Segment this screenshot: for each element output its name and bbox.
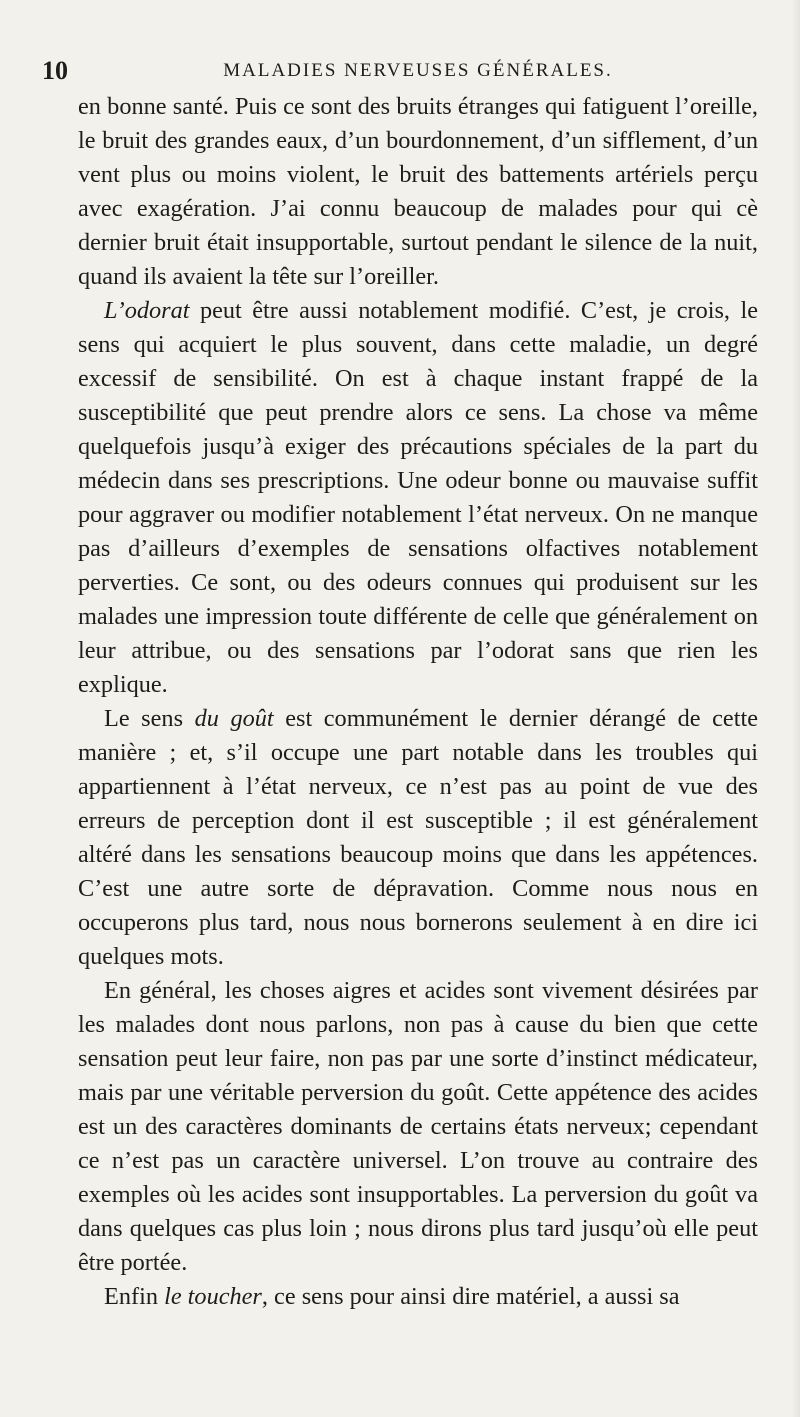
- text-run: Le sens: [104, 705, 195, 732]
- text-run: Enfin: [104, 1283, 165, 1310]
- italic-term: du goût: [194, 705, 274, 732]
- italic-term: le toucher: [164, 1283, 262, 1310]
- paragraph: [78, 90, 758, 294]
- text-run: est communément le dernier dérangé de cette manière ; et, s’il occupe une part notable dans les troubles qui appartiennent à l’état nerveux, ce n’est pas au point de vue des erreurs de perception dont il est susceptible ; il est généralement altéré dans les sensations beaucoup moins que dans les appétences. C’est une autre sorte de dépravation. Comme nous nous en occuperons plus tard, nous nous bornerons seulement à en dire ici quelques mots.: [78, 705, 758, 970]
- paragraph: [78, 1280, 758, 1314]
- page-number: 10: [42, 56, 68, 85]
- italic-term: L’odorat: [104, 297, 190, 324]
- running-head: MALADIES NERVEUSES GÉNÉRALES.: [223, 60, 613, 81]
- text-run: peut être aussi notablement modifié. C’est, je crois, le sens qui acquiert le plus souvent, dans cette maladie, un degré excessif de sensibilité. On est à chaque instant frappé de la susceptibilité que peut prendre alors ce sens. La chose va même quelquefois jusqu’à exiger des précautions spéciales de la part du médecin dans ses prescriptions. Une odeur bonne ou mauvaise suffit pour aggraver ou modifier notablement l’état nerveux. On ne manque pas d’ailleurs d’exemples de sensations olfactives notablement perverties. Ce sont, ou des odeurs connues qui produisent sur les malades une impression toute différente de celle que généralement on leur attribue, ou des sensations par l’odorat sans que rien les explique.: [78, 297, 758, 698]
- page-header: [42, 50, 758, 90]
- text-run: en bonne santé. Puis ce sont des bruits étranges qui fatiguent l’oreille, le bruit des grandes eaux, d’un bourdonnement, d’un sifflement, d’un vent plus ou moins violent, le bruit des battements artériels perçu avec exagération. J’ai connu beaucoup de malades pour qui cè dernier bruit était insupportable, surtout pendant le silence de la nuit, quand ils avaient la tête sur l’oreiller.: [78, 93, 758, 290]
- paragraph: [78, 702, 758, 974]
- page-edge-shadow: [792, 0, 800, 1417]
- text-run: En général, les choses aigres et acides sont vivement désirées par les malades dont nous parlons, non pas à cause du bien que cette sensation peut leur faire, non pas par une sorte d’instinct médicateur, mais par une véritable perversion du goût. Cette appétence des acides est un des caractères dominants de certains états nerveux; cependant ce n’est pas un caractère universel. L’on trouve au contraire des exemples où les acides sont insupportables. La perversion du goût va dans quelques cas plus loin ; nous dirons plus tard jusqu’où elle peut être portée.: [78, 977, 758, 1276]
- text-run: , ce sens pour ainsi dire matériel, a aussi sa: [261, 1283, 680, 1310]
- body-text: [78, 90, 758, 1314]
- paragraph: [78, 294, 758, 702]
- paragraph: [78, 974, 758, 1280]
